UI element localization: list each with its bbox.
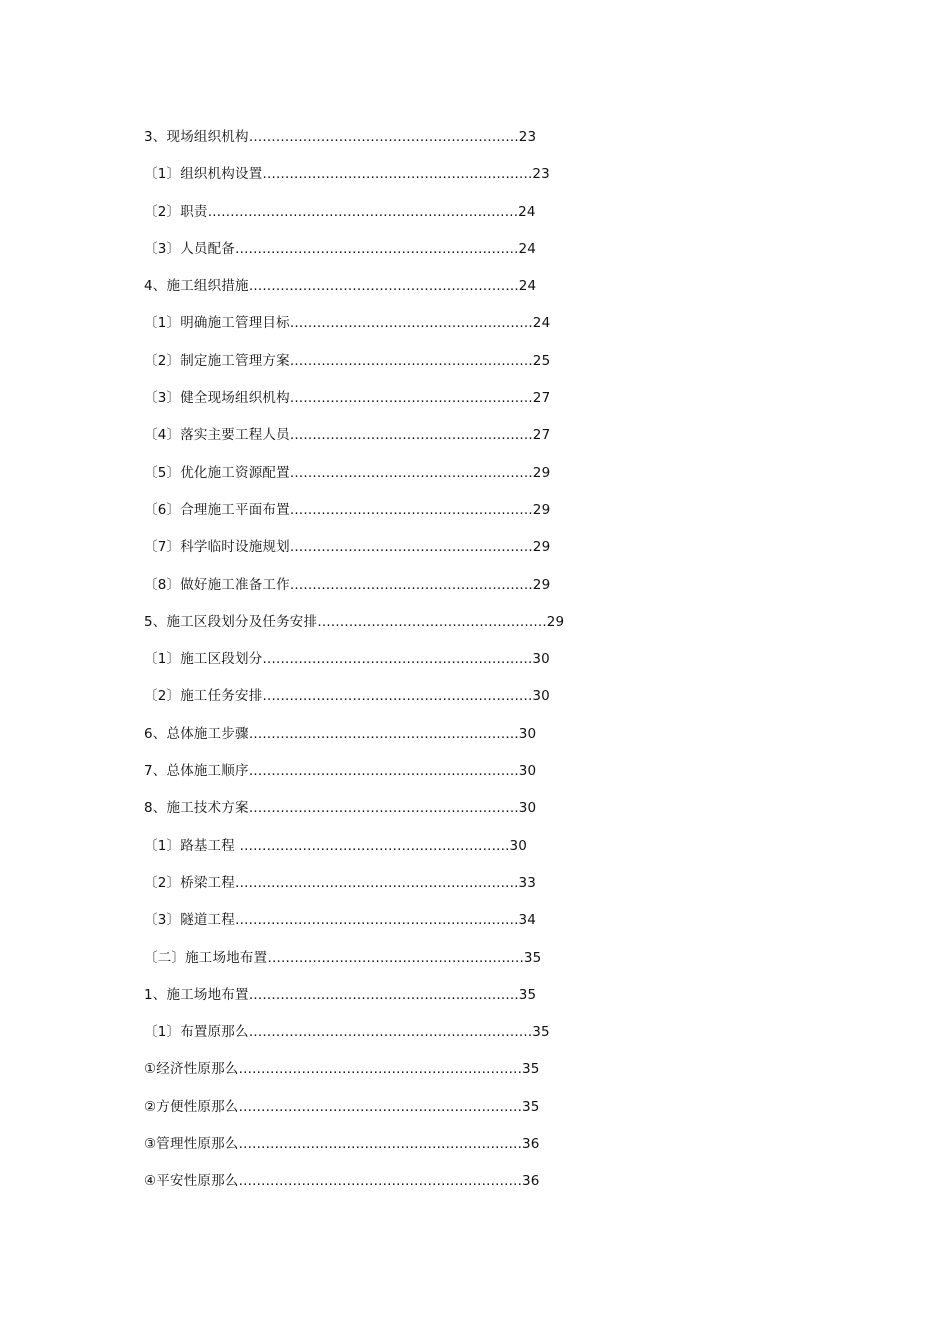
toc-page-number: 23 [532,166,550,183]
toc-entry-title: 4、施工组织措施 [144,278,249,295]
toc-entry-title: 〔二〕施工场地布置 [144,949,268,966]
toc-entry-title: 〔3〕隧道工程 [144,912,235,929]
toc-entry-title: 6、总体施工步骤 [144,725,249,742]
toc-entry[interactable] [144,833,564,870]
toc-entry-title: 〔4〕落实主要工程人员 [144,427,290,444]
toc-entry-title: 〔3〕人员配备 [144,240,235,257]
toc-page-number: 30 [532,688,550,705]
toc-entry[interactable] [144,683,564,720]
toc-leader-dots: …………………………………………………… [248,800,519,817]
toc-leader-dots: ……………………………………………… [289,576,533,593]
toc-page-number: 36 [522,1173,540,1190]
toc-page-number: 35 [523,949,542,966]
toc-page-number: 36 [522,1136,540,1153]
toc-entry[interactable] [144,609,564,646]
toc-entry-title: 〔8〕做好施工准备工作 [144,576,290,593]
toc-entry[interactable] [144,460,564,497]
toc-entry[interactable] [144,124,564,161]
toc-leader-dots: ……………………………………………………… [238,1173,523,1190]
toc-entry[interactable] [144,646,564,683]
toc-entry[interactable] [144,310,564,347]
toc-entry-title: 〔1〕布置原那么 [144,1024,249,1041]
toc-entry[interactable] [144,1168,564,1205]
toc-leader-dots: …………………………………………………… [248,763,519,780]
toc-page-number: 35 [518,986,537,1003]
toc-entry-title: 〔2〕施工任务安排 [144,688,263,705]
toc-entry[interactable] [144,982,564,1019]
toc-page-number: 23 [518,129,537,145]
toc-leader-dots: ……………………………………………… [289,390,533,407]
toc-page-number: 25 [532,352,551,369]
toc-page-number: 29 [532,539,551,556]
toc-page-number: 30 [518,800,537,817]
toc-leader-dots: …………………………………………………… [262,166,533,183]
toc-page-number: 29 [532,464,551,481]
toc-page-number: 27 [532,427,551,444]
toc-page-number: 30 [518,725,537,742]
toc-entry-title: 〔1〕明确施工管理目标 [144,315,290,332]
toc-page-number: 35 [522,1061,540,1078]
toc-entry-title: 3、现场组织机构 [144,129,249,145]
toc-page-number: 24 [518,278,537,295]
toc-entry[interactable] [144,907,564,944]
toc-page-number: 33 [518,874,537,891]
toc-page-number: 29 [532,501,551,518]
toc-entry-title: 〔7〕科学临时设施规划 [144,539,290,556]
toc-entry-title: 〔1〕路基工程 [144,837,240,854]
toc-leader-dots: ……………………………………………… [289,539,533,556]
toc-entry-title: 〔2〕职责 [144,203,208,220]
toc-leader-dots: …………………………………………………… [239,837,510,854]
toc-entry[interactable] [144,572,564,609]
toc-page-number: 30 [518,763,537,780]
toc-leader-dots: ………………………………………………… [267,949,524,966]
toc-entry-title: 〔2〕桥梁工程 [144,874,235,891]
toc-leader-dots: ……………………………………………………… [238,1098,523,1115]
toc-leader-dots: …………………………………………………… [248,725,519,742]
toc-page-number: 34 [518,912,537,929]
toc-page-number: 35 [522,1098,540,1115]
toc-entry[interactable] [144,1056,564,1093]
toc-entry[interactable] [144,497,564,534]
toc-entry[interactable] [144,758,564,795]
toc-entry-title: 5、施工区段划分及任务安排 [144,613,318,630]
toc-leader-dots: …………………………………………………………… [207,203,519,220]
toc-entry[interactable] [144,161,564,198]
toc-leader-dots: …………………………………………………… [248,986,519,1003]
toc-entry[interactable] [144,795,564,832]
toc-leader-dots: ……………………………………………………… [238,1136,523,1153]
toc-entry[interactable] [144,236,564,273]
toc-entry[interactable] [144,1094,564,1131]
table-of-contents [144,124,564,1206]
toc-entry-title: 〔2〕制定施工管理方案 [144,352,290,369]
toc-entry[interactable] [144,1131,564,1168]
toc-leader-dots: ……………………………………………………… [248,1024,533,1041]
toc-entry-title: 〔5〕优化施工资源配置 [144,464,290,481]
toc-page-number: 27 [532,390,551,407]
toc-leader-dots: ……………………………………………… [289,464,533,481]
toc-page-number: 35 [532,1024,550,1041]
toc-entry-title: ④平安性原那么 [144,1173,239,1190]
toc-leader-dots: …………………………………………………… [248,278,519,295]
toc-entry[interactable] [144,385,564,422]
toc-entry-title: 〔3〕健全现场组织机构 [144,390,290,407]
toc-page-number: 24 [518,240,537,257]
toc-entry-title: 7、总体施工顺序 [144,763,249,780]
toc-entry-title: ③管理性原那么 [144,1136,239,1153]
toc-leader-dots: ……………………………………………… [289,501,533,518]
toc-entry[interactable] [144,534,564,571]
toc-page-number: 24 [532,315,551,332]
toc-page-number: 24 [518,203,536,220]
toc-entry-title: 〔1〕施工区段划分 [144,651,263,668]
toc-page-number: 29 [546,613,565,630]
toc-entry-title: 〔6〕合理施工平面布置 [144,501,290,518]
toc-leader-dots: …………………………………………………… [262,688,533,705]
toc-page-number: 30 [509,837,528,854]
toc-entry[interactable] [144,1019,564,1056]
toc-entry-title: 8、施工技术方案 [144,800,249,817]
toc-entry[interactable] [144,945,564,982]
toc-entry[interactable] [144,273,564,310]
toc-entry[interactable] [144,721,564,758]
toc-leader-dots: ……………………………………………… [289,315,533,332]
toc-entry-title: ①经济性原那么 [144,1061,239,1078]
toc-entry-title: 1、施工场地布置 [144,986,249,1003]
toc-entry-title: 〔1〕组织机构设置 [144,166,263,183]
toc-entry[interactable] [144,199,564,236]
toc-entry-title: ②方便性原那么 [144,1098,239,1115]
toc-leader-dots: ……………………………………………………… [238,1061,523,1078]
toc-entry[interactable] [144,422,564,459]
toc-leader-dots: …………………………………………………… [262,651,533,668]
toc-entry[interactable] [144,870,564,907]
toc-leader-dots: ……………………………………………… [289,352,533,369]
toc-leader-dots: ……………………………………………… [289,427,533,444]
toc-entry[interactable] [144,348,564,385]
toc-leader-dots: …………………………………………………… [248,129,519,145]
toc-page-number: 30 [532,651,550,668]
toc-page-number: 29 [532,576,551,593]
toc-leader-dots: ……………………………………………………… [235,240,519,257]
toc-leader-dots: ……………………………………………………… [235,912,519,929]
toc-leader-dots: ……………………………………………………… [235,874,519,891]
toc-leader-dots: …………………………………………… [317,613,547,630]
